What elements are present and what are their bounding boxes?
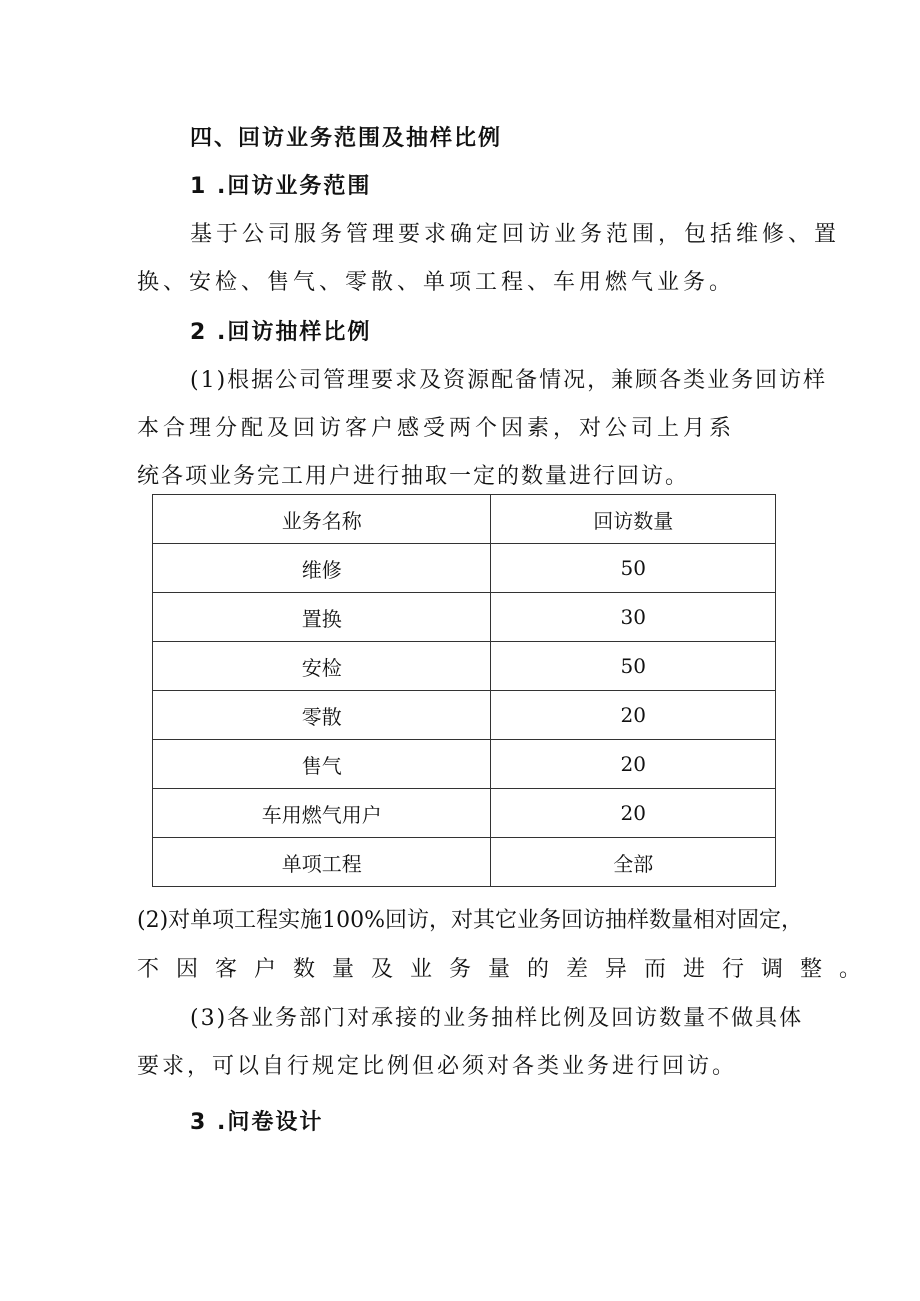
- table-cell-count: 50: [491, 544, 776, 593]
- scope-paragraph-line-2: 换、安检、售气、零散、单项工程、车用燃气业务。: [137, 270, 736, 295]
- ratio-heading: 2 .回访抽样比例: [190, 320, 372, 345]
- table-row: [153, 593, 776, 642]
- sampling-table: [152, 494, 776, 887]
- table-header-cell: 回访数量: [491, 495, 776, 544]
- table-cell-business: 维修: [153, 544, 491, 593]
- table-cell-business: 车用燃气用户: [153, 789, 491, 838]
- table-cell-business: 售气: [153, 740, 491, 789]
- table-cell-count: 30: [491, 593, 776, 642]
- table-cell-count: 全部: [491, 838, 776, 887]
- table-cell-business: 单项工程: [153, 838, 491, 887]
- table-row: [153, 691, 776, 740]
- table-cell-business: 零散: [153, 691, 491, 740]
- table-cell-count: 20: [491, 740, 776, 789]
- sampling-table-container: [152, 494, 776, 887]
- ratio-paragraph-1-line-3: 统各项业务完工用户进行抽取一定的数量进行回访。: [137, 464, 690, 489]
- ratio-paragraph-3-line-2: 要求，可以自行规定比例但必须对各类业务进行回访。: [137, 1054, 738, 1079]
- table-row: [153, 642, 776, 691]
- table-row: [153, 838, 776, 887]
- table-row: [153, 789, 776, 838]
- table-cell-count: 20: [491, 789, 776, 838]
- section-title: 四、回访业务范围及抽样比例: [190, 126, 503, 151]
- ratio-paragraph-2-line-2: 不因客户数量及业务量的差异而进行调整。: [137, 957, 879, 982]
- questionnaire-heading: 3 .问卷设计: [190, 1110, 324, 1135]
- table-cell-business: 置换: [153, 593, 491, 642]
- table-header-cell: 业务名称: [153, 495, 491, 544]
- table-cell-count: 50: [491, 642, 776, 691]
- scope-heading: 1 .回访业务范围: [190, 174, 372, 199]
- table-header-row: [153, 495, 776, 544]
- table-row: [153, 544, 776, 593]
- ratio-paragraph-1-line-2: 本合理分配及回访客户感受两个因素，对公司上月系: [137, 416, 736, 441]
- table-cell-business: 安检: [153, 642, 491, 691]
- ratio-paragraph-3-line-1: (3)各业务部门对承接的业务抽样比例及回访数量不做具体: [190, 1006, 804, 1031]
- scope-paragraph-line-1: 基于公司服务管理要求确定回访业务范围，包括维修、置: [190, 222, 841, 247]
- ratio-paragraph-2-line-1: (2)对单项工程实施100%回访，对其它业务回访抽样数量相对固定，: [137, 908, 804, 933]
- table-row: [153, 740, 776, 789]
- table-cell-count: 20: [491, 691, 776, 740]
- ratio-paragraph-1-line-1: (1)根据公司管理要求及资源配备情况，兼顾各类业务回访样: [190, 368, 828, 393]
